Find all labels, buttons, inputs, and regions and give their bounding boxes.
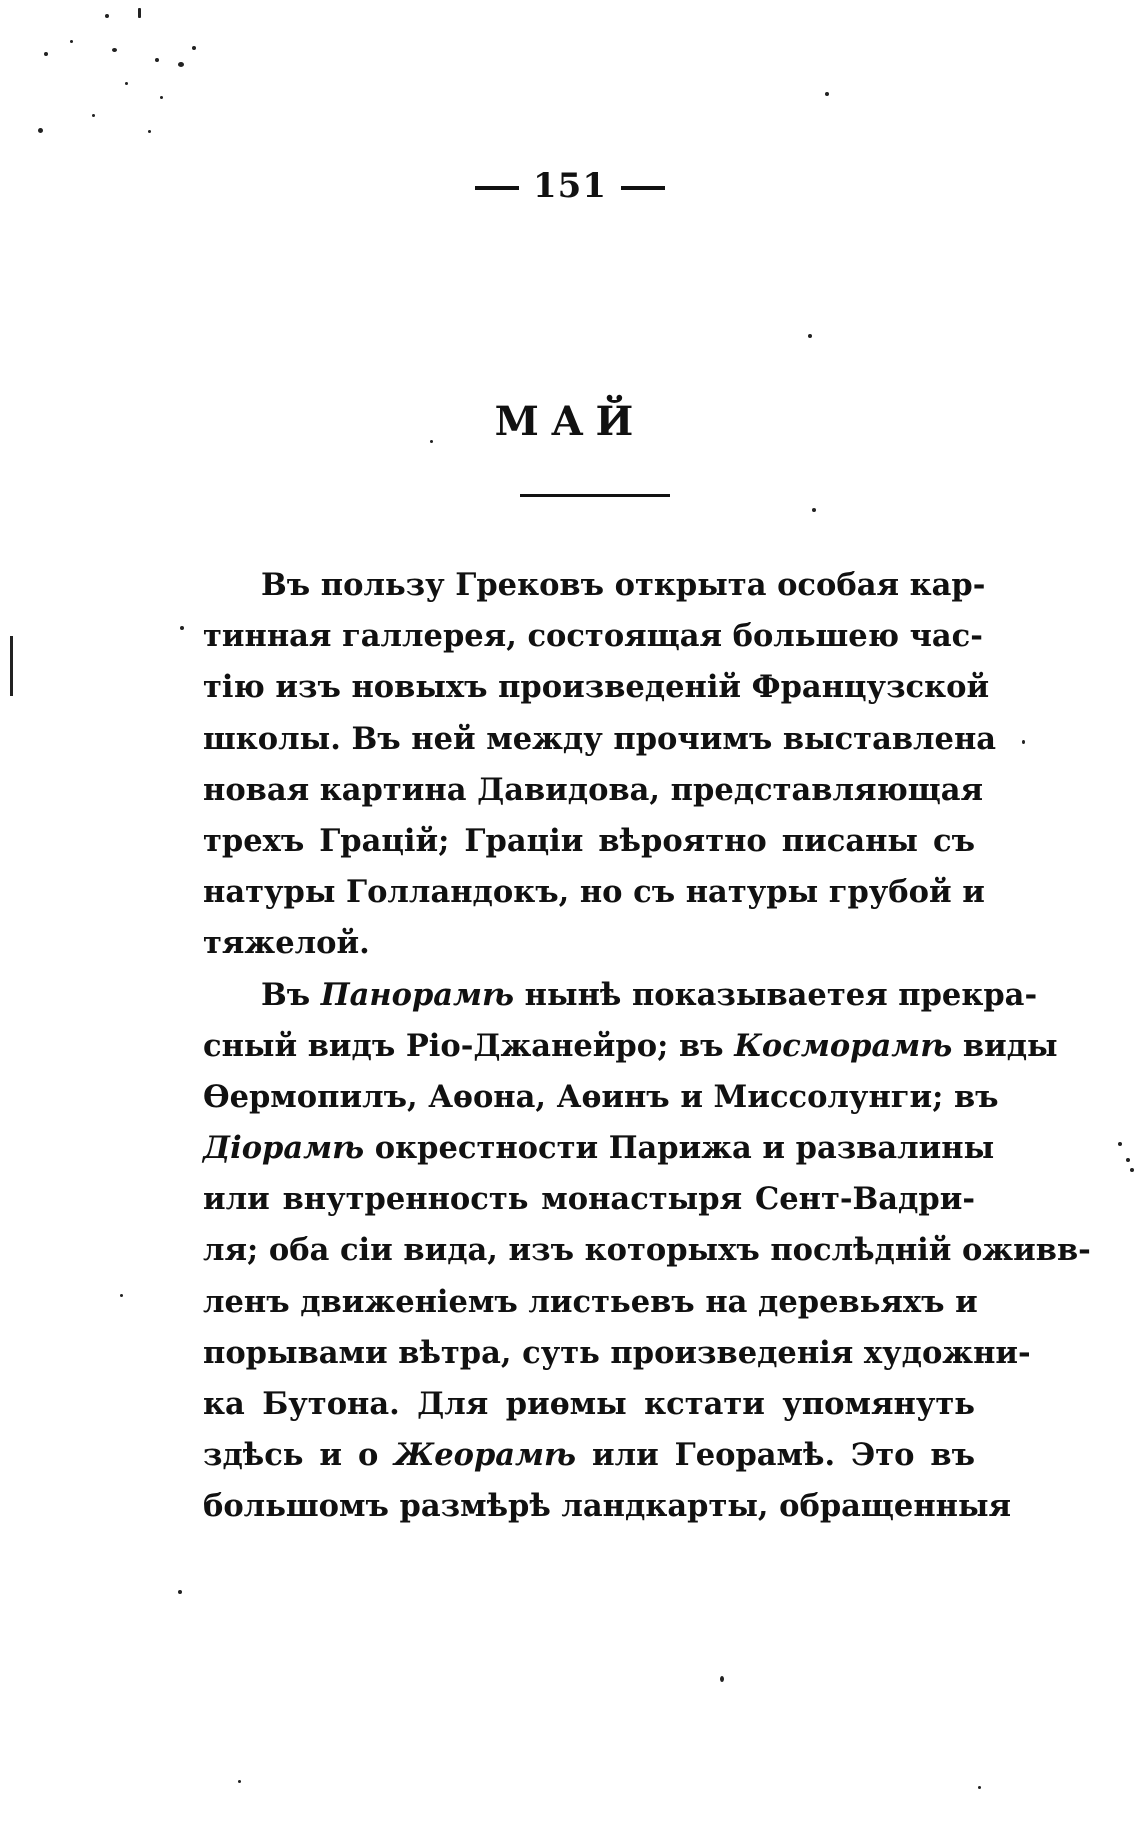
- scan-speck: [160, 96, 163, 99]
- scan-speck: [978, 1786, 981, 1789]
- text-line: [203, 970, 1038, 1021]
- text-line: тяжелой.: [203, 925, 370, 962]
- chapter-title: МАЙ: [494, 398, 646, 445]
- text-line: трехъ Грацій; Граціи вѣроятно писаны съ: [203, 822, 975, 859]
- text-line: тинная галлерея, состоящая большею час-: [203, 618, 983, 655]
- text-line: Ѳермопилъ, Аѳона, Аѳинъ и Миссолунги; въ: [203, 1078, 999, 1115]
- scan-speck: [92, 114, 95, 117]
- scan-speck: [720, 1676, 724, 1682]
- title-rule: [520, 494, 670, 497]
- scan-speck: [112, 48, 117, 52]
- scan-speck: [1130, 1168, 1134, 1172]
- scan-speck: [1118, 1142, 1122, 1146]
- text-line: тію изъ новыхъ произведеній Французской: [203, 669, 990, 706]
- scan-edge-mark: [10, 636, 13, 696]
- italic-term: Косморамѣ: [734, 1027, 953, 1064]
- text-line: ка Бутона. Для риѳмы кстати упомянуть: [203, 1386, 975, 1422]
- text-run: нынѣ показываетея прекра-: [514, 976, 1038, 1013]
- text-line: натуры Голландокъ, но съ натуры грубой и: [203, 874, 985, 911]
- italic-term: Діорамѣ: [203, 1130, 365, 1167]
- scan-speck: [70, 40, 73, 43]
- page-number-dash-left: [475, 186, 519, 190]
- text-line: ля; оба сіи вида, изъ которыхъ послѣдній оживв-: [203, 1232, 1091, 1269]
- text-line: порывами вѣтра, суть произведенія художни-: [203, 1334, 1031, 1371]
- scan-speck: [155, 58, 159, 62]
- text-run: сный видъ Ріо-Джанейро; въ: [203, 1027, 735, 1064]
- scan-speck: [812, 508, 816, 512]
- scan-speck: [105, 14, 109, 18]
- text-line: Въ пользу Грековъ открыта особая кар-: [261, 567, 986, 603]
- scan-speck: [180, 626, 184, 630]
- scan-speck: [38, 128, 43, 133]
- scan-speck: [120, 1294, 123, 1297]
- text-line: [203, 1430, 975, 1481]
- text-run: или Георамѣ. Это въ: [576, 1437, 975, 1474]
- scan-speck: [44, 52, 48, 56]
- text-line: [203, 1021, 1058, 1072]
- scan-speck: [1126, 1158, 1130, 1162]
- page-number-value: 151: [533, 166, 607, 206]
- text-line: [203, 1123, 995, 1174]
- text-line: большомъ размѣрѣ ландкарты, обращенныя: [203, 1488, 1012, 1525]
- scan-speck: [808, 334, 812, 338]
- page-number-dash-right: [621, 186, 665, 190]
- text-line: новая картина Давидова, представляющая: [203, 771, 984, 808]
- scan-speck: [178, 1590, 182, 1594]
- scan-speck: [430, 440, 433, 443]
- body-text: [203, 560, 1091, 1533]
- text-line: или внутренность монастыря Сент-Вадри-: [203, 1181, 975, 1218]
- text-run: здѣсь и о: [203, 1437, 395, 1474]
- scan-speck: [138, 8, 141, 18]
- scan-speck: [125, 82, 128, 85]
- scan-speck: [238, 1780, 241, 1783]
- italic-term: Жеорамѣ: [394, 1437, 577, 1474]
- text-run: окрестности Парижа и развалины: [364, 1130, 995, 1167]
- scan-speck: [178, 62, 184, 67]
- text-line: ленъ движеніемъ листьевъ на деревьяхъ и: [203, 1283, 978, 1320]
- page-number: [0, 166, 1140, 206]
- italic-term: Панорамѣ: [320, 976, 515, 1013]
- text-run: виды: [952, 1027, 1058, 1064]
- scan-speck: [1022, 740, 1025, 744]
- scan-speck: [148, 130, 151, 133]
- text-line: школы. Въ ней между прочимъ выставлена: [203, 720, 997, 757]
- scan-speck: [192, 46, 196, 50]
- text-run: Въ: [261, 976, 321, 1013]
- scan-speck: [825, 92, 829, 96]
